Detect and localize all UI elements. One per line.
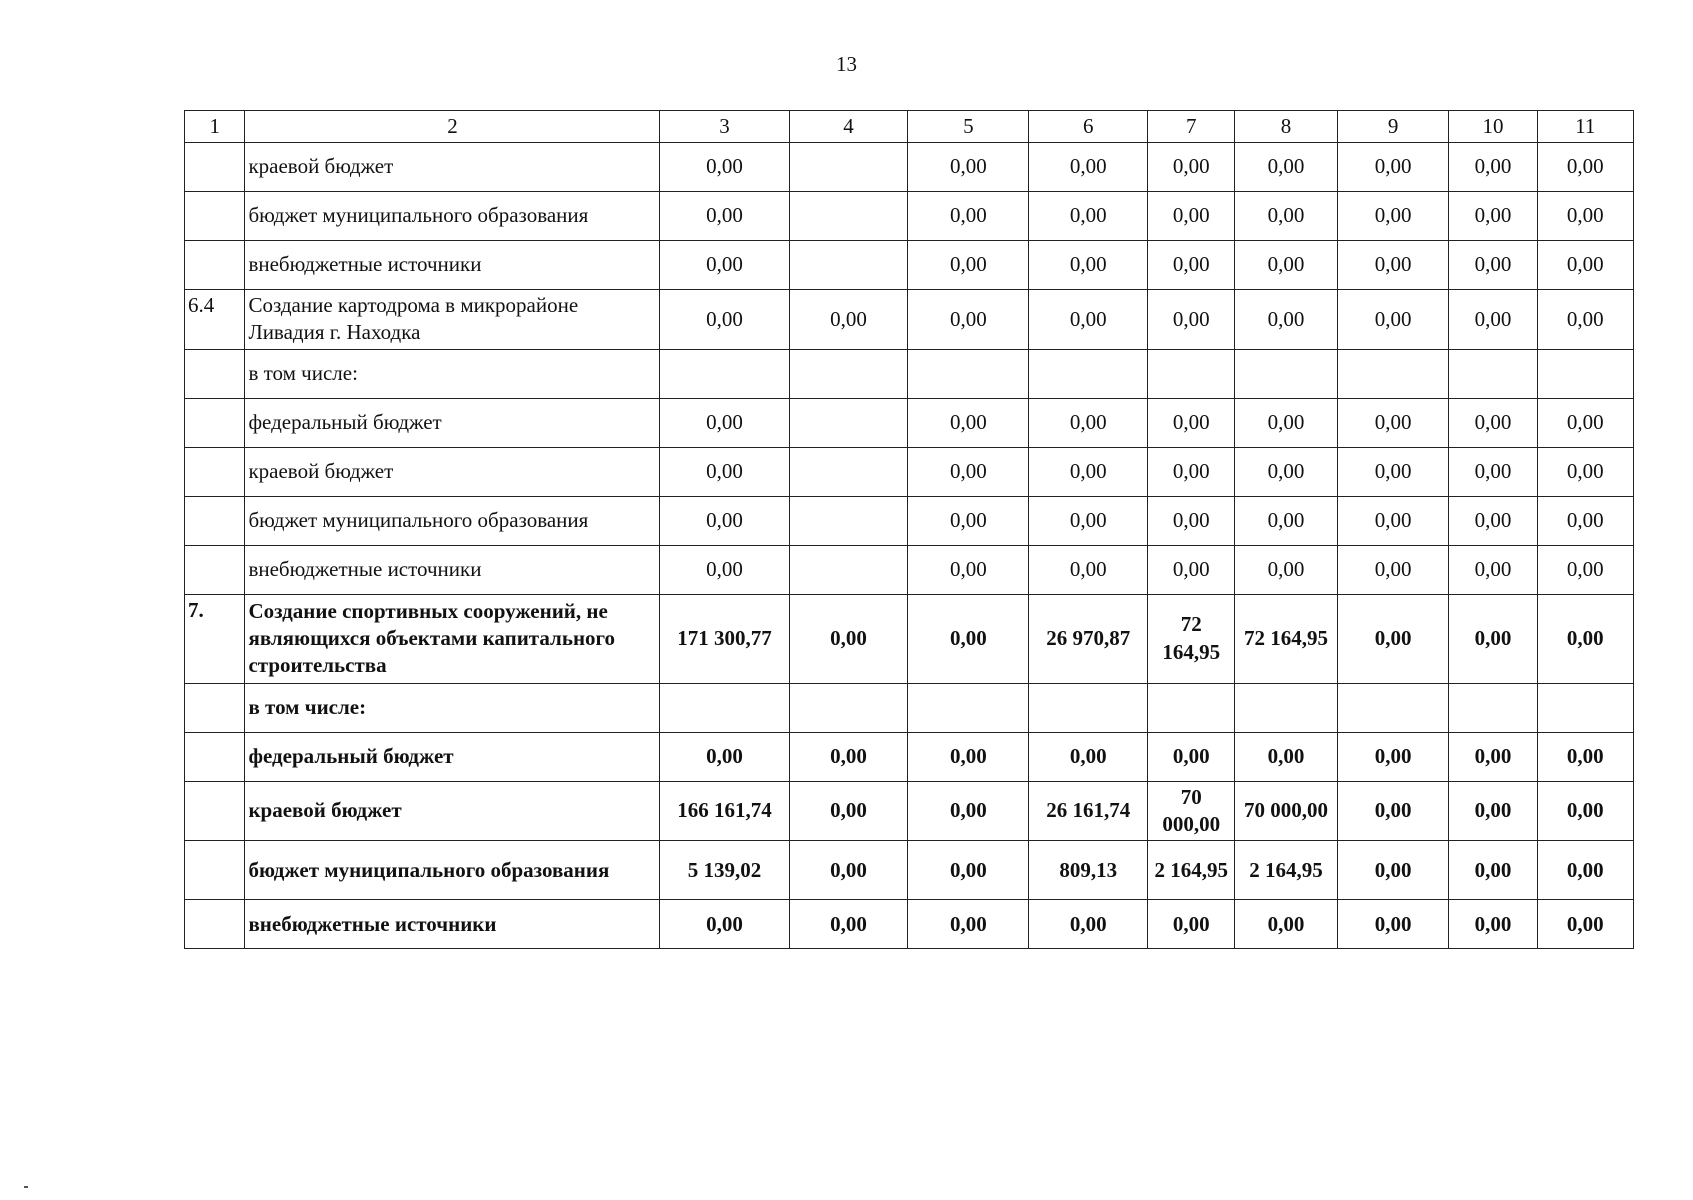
value-cell: 0,00: [1029, 496, 1148, 545]
table-row: [185, 192, 1634, 241]
value-cell: [660, 683, 789, 732]
table-row: [185, 496, 1634, 545]
value-cell: 72 164,95: [1235, 594, 1337, 683]
value-cell: 0,00: [1029, 290, 1148, 350]
table-row: [185, 841, 1634, 900]
value-cell: 0,00: [1337, 545, 1449, 594]
value-cell: 0,00: [1337, 841, 1449, 900]
value-cell: 0,00: [1537, 594, 1633, 683]
table-row: [185, 594, 1634, 683]
value-cell: [1235, 349, 1337, 398]
value-cell: [1337, 349, 1449, 398]
value-cell: 0,00: [1337, 143, 1449, 192]
value-cell: 0,00: [1029, 732, 1148, 781]
value-cell: 0,00: [1029, 545, 1148, 594]
value-cell: 0,00: [1235, 143, 1337, 192]
row-label-cell: внебюджетные источники: [245, 241, 660, 290]
value-cell: 0,00: [908, 496, 1029, 545]
value-cell: 5 139,02: [660, 841, 789, 900]
value-cell: 0,00: [1235, 732, 1337, 781]
value-cell: 0,00: [1537, 841, 1633, 900]
budget-table: [184, 110, 1634, 949]
value-cell: 0,00: [1029, 398, 1148, 447]
value-cell: 0,00: [1337, 732, 1449, 781]
value-cell: 0,00: [1337, 290, 1449, 350]
row-number-cell: [185, 732, 245, 781]
table-row: [185, 398, 1634, 447]
value-cell: 0,00: [1449, 496, 1537, 545]
value-cell: 0,00: [1537, 192, 1633, 241]
value-cell: [1337, 683, 1449, 732]
value-cell: [789, 143, 908, 192]
value-cell: 0,00: [1235, 496, 1337, 545]
value-cell: 0,00: [1148, 545, 1235, 594]
row-label-cell: краевой бюджет: [245, 143, 660, 192]
scan-mark: [24, 1186, 28, 1188]
value-cell: 0,00: [1235, 545, 1337, 594]
value-cell: 0,00: [1449, 594, 1537, 683]
table-row: [185, 447, 1634, 496]
value-cell: 0,00: [1235, 241, 1337, 290]
value-cell: 0,00: [1537, 781, 1633, 841]
value-cell: 0,00: [908, 398, 1029, 447]
value-cell: [1029, 349, 1148, 398]
value-cell: 0,00: [1537, 545, 1633, 594]
row-label-cell: в том числе:: [245, 349, 660, 398]
value-cell: 0,00: [908, 545, 1029, 594]
value-cell: 0,00: [660, 732, 789, 781]
value-cell: 0,00: [1029, 192, 1148, 241]
value-cell: 0,00: [908, 594, 1029, 683]
value-cell: 0,00: [1148, 241, 1235, 290]
value-cell: [908, 683, 1029, 732]
value-cell: 0,00: [660, 290, 789, 350]
value-cell: 0,00: [1537, 143, 1633, 192]
value-cell: 0,00: [1148, 192, 1235, 241]
row-label-cell: краевой бюджет: [245, 447, 660, 496]
value-cell: 0,00: [789, 900, 908, 949]
value-cell: 26 970,87: [1029, 594, 1148, 683]
table-row: [185, 290, 1634, 350]
row-number-cell: [185, 398, 245, 447]
row-number-cell: [185, 143, 245, 192]
value-cell: 0,00: [908, 290, 1029, 350]
value-cell: 0,00: [1449, 447, 1537, 496]
value-cell: 0,00: [1337, 781, 1449, 841]
row-label-cell: краевой бюджет: [245, 781, 660, 841]
value-cell: [789, 496, 908, 545]
row-label-cell: бюджет муниципального образования: [245, 192, 660, 241]
value-cell: [1029, 683, 1148, 732]
value-cell: 0,00: [660, 545, 789, 594]
row-number-cell: [185, 192, 245, 241]
header-cell: 6: [1029, 111, 1148, 143]
value-cell: [1148, 683, 1235, 732]
row-number-cell: [185, 683, 245, 732]
value-cell: 0,00: [908, 447, 1029, 496]
value-cell: 0,00: [660, 241, 789, 290]
value-cell: 0,00: [908, 732, 1029, 781]
value-cell: 0,00: [789, 732, 908, 781]
value-cell: [1148, 349, 1235, 398]
value-cell: 70 000,00: [1148, 781, 1235, 841]
value-cell: 0,00: [1148, 143, 1235, 192]
row-number-cell: [185, 781, 245, 841]
value-cell: 0,00: [1235, 447, 1337, 496]
value-cell: [789, 241, 908, 290]
row-label-cell: внебюджетные источники: [245, 545, 660, 594]
value-cell: 0,00: [908, 192, 1029, 241]
row-number-cell: [185, 841, 245, 900]
value-cell: 0,00: [1449, 192, 1537, 241]
header-cell: 9: [1337, 111, 1449, 143]
value-cell: 0,00: [1337, 241, 1449, 290]
value-cell: 0,00: [1337, 192, 1449, 241]
header-cell: 2: [245, 111, 660, 143]
value-cell: 0,00: [908, 781, 1029, 841]
row-number-cell: [185, 241, 245, 290]
value-cell: [1235, 683, 1337, 732]
value-cell: 72 164,95: [1148, 594, 1235, 683]
value-cell: [1449, 683, 1537, 732]
value-cell: 0,00: [1148, 732, 1235, 781]
value-cell: 0,00: [908, 143, 1029, 192]
row-number-cell: 7.: [185, 594, 245, 683]
value-cell: 0,00: [789, 781, 908, 841]
value-cell: 0,00: [1449, 781, 1537, 841]
value-cell: 0,00: [1537, 290, 1633, 350]
value-cell: 0,00: [660, 496, 789, 545]
row-label-cell: федеральный бюджет: [245, 398, 660, 447]
value-cell: 0,00: [789, 594, 908, 683]
value-cell: 0,00: [1449, 398, 1537, 447]
value-cell: 0,00: [1337, 496, 1449, 545]
value-cell: 2 164,95: [1148, 841, 1235, 900]
value-cell: 0,00: [1337, 594, 1449, 683]
value-cell: 0,00: [908, 841, 1029, 900]
value-cell: [789, 545, 908, 594]
value-cell: 0,00: [789, 290, 908, 350]
row-label-cell: Создание спортивных сооружений, не являющихся объектами капитального строительства: [245, 594, 660, 683]
header-cell: 3: [660, 111, 789, 143]
value-cell: [1537, 349, 1633, 398]
value-cell: 0,00: [1537, 900, 1633, 949]
value-cell: 809,13: [1029, 841, 1148, 900]
row-number-cell: [185, 496, 245, 545]
row-label-cell: внебюджетные источники: [245, 900, 660, 949]
page-number: 13: [836, 52, 857, 76]
value-cell: 166 161,74: [660, 781, 789, 841]
value-cell: 0,00: [1148, 900, 1235, 949]
row-number-cell: [185, 545, 245, 594]
value-cell: [789, 349, 908, 398]
value-cell: 0,00: [1537, 398, 1633, 447]
table-row: [185, 545, 1634, 594]
value-cell: 2 164,95: [1235, 841, 1337, 900]
value-cell: 0,00: [1235, 192, 1337, 241]
value-cell: [789, 447, 908, 496]
value-cell: 0,00: [1337, 900, 1449, 949]
header-row: [185, 111, 1634, 143]
value-cell: 0,00: [1537, 241, 1633, 290]
value-cell: [789, 192, 908, 241]
header-cell: 8: [1235, 111, 1337, 143]
table-row: [185, 349, 1634, 398]
value-cell: 0,00: [1449, 143, 1537, 192]
table-row: [185, 900, 1634, 949]
value-cell: 0,00: [1449, 241, 1537, 290]
value-cell: 0,00: [660, 398, 789, 447]
value-cell: 0,00: [1449, 290, 1537, 350]
value-cell: [908, 349, 1029, 398]
row-number-cell: [185, 349, 245, 398]
value-cell: 0,00: [789, 841, 908, 900]
row-number-cell: 6.4: [185, 290, 245, 350]
value-cell: 0,00: [660, 143, 789, 192]
value-cell: 0,00: [1337, 398, 1449, 447]
value-cell: 0,00: [1029, 447, 1148, 496]
value-cell: 0,00: [1537, 732, 1633, 781]
value-cell: 0,00: [1029, 241, 1148, 290]
table-row: [185, 781, 1634, 841]
value-cell: 0,00: [908, 241, 1029, 290]
header-cell: 11: [1537, 111, 1633, 143]
value-cell: 0,00: [1449, 900, 1537, 949]
value-cell: 0,00: [1537, 496, 1633, 545]
table-row: [185, 732, 1634, 781]
value-cell: [1449, 349, 1537, 398]
value-cell: 0,00: [1148, 496, 1235, 545]
value-cell: [789, 683, 908, 732]
row-number-cell: [185, 447, 245, 496]
row-label-cell: бюджет муниципального образования: [245, 496, 660, 545]
value-cell: 26 161,74: [1029, 781, 1148, 841]
value-cell: [660, 349, 789, 398]
value-cell: 70 000,00: [1235, 781, 1337, 841]
value-cell: 0,00: [1235, 290, 1337, 350]
value-cell: 0,00: [1449, 841, 1537, 900]
value-cell: 0,00: [1537, 447, 1633, 496]
value-cell: 0,00: [908, 900, 1029, 949]
value-cell: 0,00: [660, 192, 789, 241]
value-cell: 0,00: [1029, 143, 1148, 192]
header-cell: 1: [185, 111, 245, 143]
table-row: [185, 143, 1634, 192]
value-cell: 0,00: [1449, 732, 1537, 781]
table-row: [185, 241, 1634, 290]
header-cell: 7: [1148, 111, 1235, 143]
value-cell: 0,00: [1029, 900, 1148, 949]
header-cell: 5: [908, 111, 1029, 143]
value-cell: 0,00: [1235, 398, 1337, 447]
table-row: [185, 683, 1634, 732]
value-cell: 0,00: [1337, 447, 1449, 496]
header-cell: 4: [789, 111, 908, 143]
value-cell: 171 300,77: [660, 594, 789, 683]
value-cell: 0,00: [1235, 900, 1337, 949]
value-cell: 0,00: [1148, 398, 1235, 447]
header-cell: 10: [1449, 111, 1537, 143]
row-label-cell: бюджет муниципального образования: [245, 841, 660, 900]
row-number-cell: [185, 900, 245, 949]
value-cell: 0,00: [660, 447, 789, 496]
row-label-cell: в том числе:: [245, 683, 660, 732]
value-cell: 0,00: [1148, 290, 1235, 350]
value-cell: 0,00: [1449, 545, 1537, 594]
value-cell: 0,00: [660, 900, 789, 949]
row-label-cell: федеральный бюджет: [245, 732, 660, 781]
value-cell: [789, 398, 908, 447]
value-cell: 0,00: [1148, 447, 1235, 496]
value-cell: [1537, 683, 1633, 732]
row-label-cell: Создание картодрома в микрорайоне Ливадия г. Находка: [245, 290, 660, 350]
